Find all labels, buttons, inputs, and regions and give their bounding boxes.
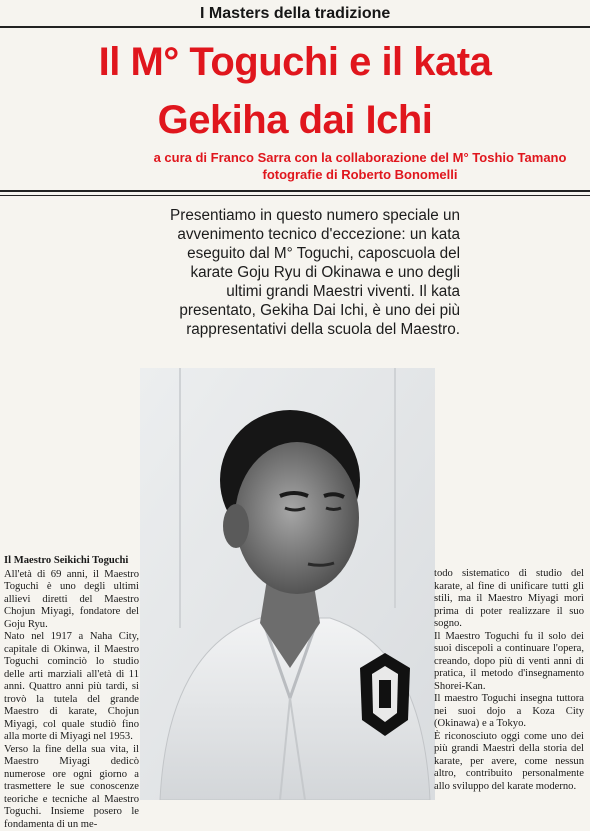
lead-line: karate Goju Ryu di Okinawa e uno degli xyxy=(132,263,460,282)
photo-credit: fotografie di Roberto Bonomelli xyxy=(150,167,570,183)
lead-line: eseguito dal M° Toguchi, caposcuola del xyxy=(132,244,460,263)
credits-rule-bottom xyxy=(0,195,590,196)
article-title-line-1: Il M° Toguchi e il kata xyxy=(0,40,590,84)
portrait-illustration xyxy=(140,368,435,800)
dojo-emblem xyxy=(360,653,410,736)
lead-paragraph xyxy=(132,206,460,339)
master-portrait-photo xyxy=(140,368,435,800)
lead-line: avvenimento tecnico d'eccezione: un kata xyxy=(132,225,460,244)
lead-line: ultimi grandi Maestri viventi. Il kata xyxy=(132,282,460,301)
section-kicker: I Masters della tradizione xyxy=(200,5,390,23)
lead-line: Presentiamo in questo numero speciale un xyxy=(132,206,460,225)
body-paragraph: todo sistematico di studio del karate, al fine di unificare tutti gli stili, ma il Maestro Miyagi morì prima di poter realizzare il suo sogno. xyxy=(434,568,584,631)
lead-line: rappresentativi della scuola del Maestro. xyxy=(132,320,460,339)
body-paragraph: Il Maestro Toguchi fu il solo dei suoi discepoli a continuare l'opera, creando, dopo più di venti anni di pratica, il metodo d'insegnamento Shorei-Kan. xyxy=(434,631,584,694)
credits-rule-top xyxy=(0,190,590,192)
body-paragraph: Verso la fine della sua vita, il Maestro Miyagi dedicò numerose ore ogni giorno a trasmettere le sue conoscenze teoriche e tecniche al Maestro Toguchi. Insieme posero le fondamenta di un me- xyxy=(4,744,139,831)
photo-caption: Il Maestro Seikichi Toguchi xyxy=(4,555,139,568)
header-rule xyxy=(0,26,590,28)
body-paragraph: È riconosciuto oggi come uno dei più grandi Maestri della storia del karate, per avere, come nessun altro, contribuito personalmente allo sviluppo del karate moderno. xyxy=(434,731,584,794)
author-credit: a cura di Franco Sarra con la collaborazione del M° Toshio Tamano xyxy=(150,150,570,166)
body-paragraph: All'età di 69 anni, il Maestro Toguchi è uno degli ultimi allievi diretti del Maestro Chojun Miyagi, fondatore del Goju Ryu. xyxy=(4,569,139,632)
article-title-line-2: Gekiha dai Ichi xyxy=(0,98,590,142)
lead-line: presentato, Gekiha Dai Ichi, è uno dei più xyxy=(132,301,460,320)
body-paragraph: Nato nel 1917 a Naha City, capitale di Okinwa, il Maestro Toguchi cominciò lo studio delle arti marziali all'età di 11 anni. Quattro anni più tardi, si trovò la tutela del grande Maestro di karate, Chojun Miyagi, col quale studiò fino alla morte di Miyagi nel 1953. xyxy=(4,631,139,744)
right-text-column xyxy=(434,568,584,793)
left-text-column xyxy=(4,555,139,831)
body-paragraph: Il maestro Toguchi insegna tuttora nei suoi dojo a Koza City (Okinawa) e a Tokyo. xyxy=(434,693,584,731)
